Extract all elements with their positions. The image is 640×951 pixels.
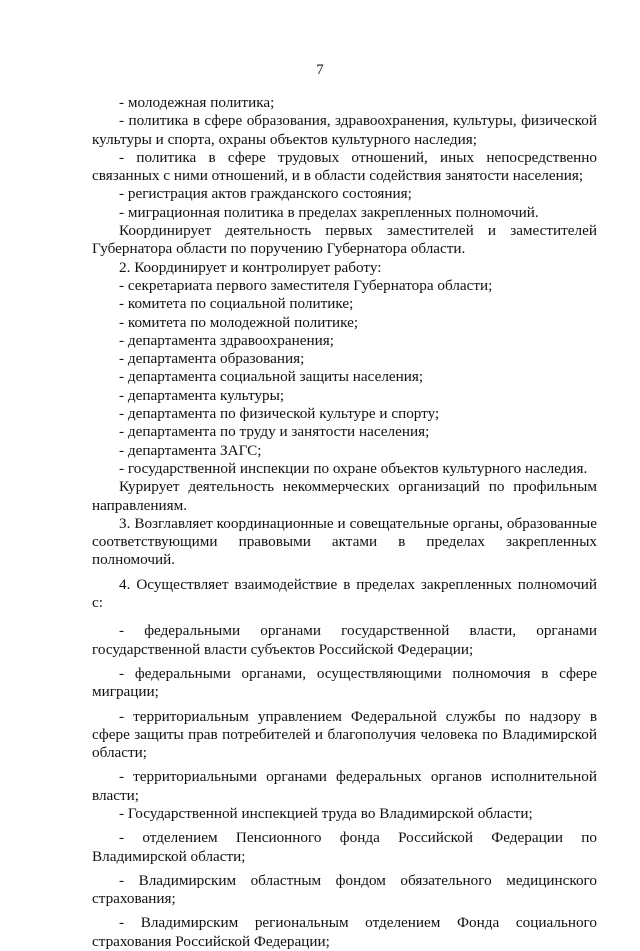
list-item-labor-department: - департамента по труду и занятости населения; [119, 423, 430, 441]
paragraph-labor-policy: - политика в сфере трудовых отношений, иных непосредственно связанных с ними отношений, и в области содействия занятости населения; [92, 148, 597, 185]
paragraph-nonprofit-oversight: Курирует деятельность некоммерческих организаций по профильным направлениям. [92, 478, 597, 514]
paragraph-section-4: 4. Осуществляет взаимодействие в пределах закрепленных полномочий с: [92, 575, 597, 612]
list-item-federal-bodies: - федеральными органами государственной власти, органами государственной власти субъектов Российской Федерации; [92, 622, 597, 658]
list-item-social-committee: - комитета по социальной политике; [119, 295, 354, 313]
document-body [92, 94, 597, 951]
list-item-secretariat: - секретариата первого заместителя Губернатора области; [119, 276, 493, 294]
list-item-medical-insurance-fund: - Владимирским областным фондом обязательного медицинского страхования; [92, 871, 597, 908]
list-item-labor-inspection: - Государственной инспекцией труда во Владимирской области; [119, 804, 533, 822]
paragraph-section-2: 2. Координирует и контролирует работу: [119, 258, 382, 276]
paragraph-civil-registration: - регистрация актов гражданского состояния; [119, 185, 412, 203]
list-item-heritage-inspection: - государственной инспекции по охране объектов культурного наследия. [119, 459, 588, 477]
page-number: 7 [316, 62, 324, 78]
paragraph-education-policy: - политика в сфере образования, здравоохранения, культуры, физической культуры и спорта, охраны объектов культурного наследия; [92, 112, 597, 148]
list-item-zags-department: - департамента ЗАГС; [119, 441, 262, 459]
paragraph-coordinates-deputies: Координирует деятельность первых заместителей и заместителей Губернатора области по поручению Губернатора области. [92, 222, 597, 258]
list-item-sport-department: - департамента по физической культуре и спорту; [119, 405, 440, 423]
list-item-culture-department: - департамента культуры; [119, 386, 285, 404]
list-item-rospotrebnadzor: - территориальным управлением Федеральной службы по надзору в сфере защиты прав потребителей и благополучия человека по Владимирской области; [92, 707, 597, 762]
list-item-youth-committee: - комитета по молодежной политике; [119, 313, 359, 331]
list-item-territorial-bodies: - территориальными органами федеральных органов исполнительной власти; [92, 768, 597, 804]
list-item-migration-bodies: - федеральными органами, осуществляющими полномочия в сфере миграции; [92, 664, 597, 701]
paragraph-youth-policy: - молодежная политика; [119, 94, 275, 111]
list-item-health-department: - департамента здравоохранения; [119, 331, 334, 349]
list-item-pension-fund: - отделением Пенсионного фонда Российской Федерации по Владимирской области; [92, 829, 597, 865]
list-item-social-insurance-fund: - Владимирским региональным отделением Фонда социального страхования Российской Федерации; [92, 914, 597, 950]
paragraph-section-3: 3. Возглавляет координационные и совещательные органы, образованные соответствующими правовыми актами в пределах закрепленных полномочий. [92, 514, 597, 569]
list-item-education-department: - департамента образования; [119, 350, 305, 368]
list-item-social-protection-department: - департамента социальной защиты населения; [119, 368, 424, 386]
paragraph-migration-policy: - миграционная политика в пределах закрепленных полномочий. [119, 203, 539, 221]
